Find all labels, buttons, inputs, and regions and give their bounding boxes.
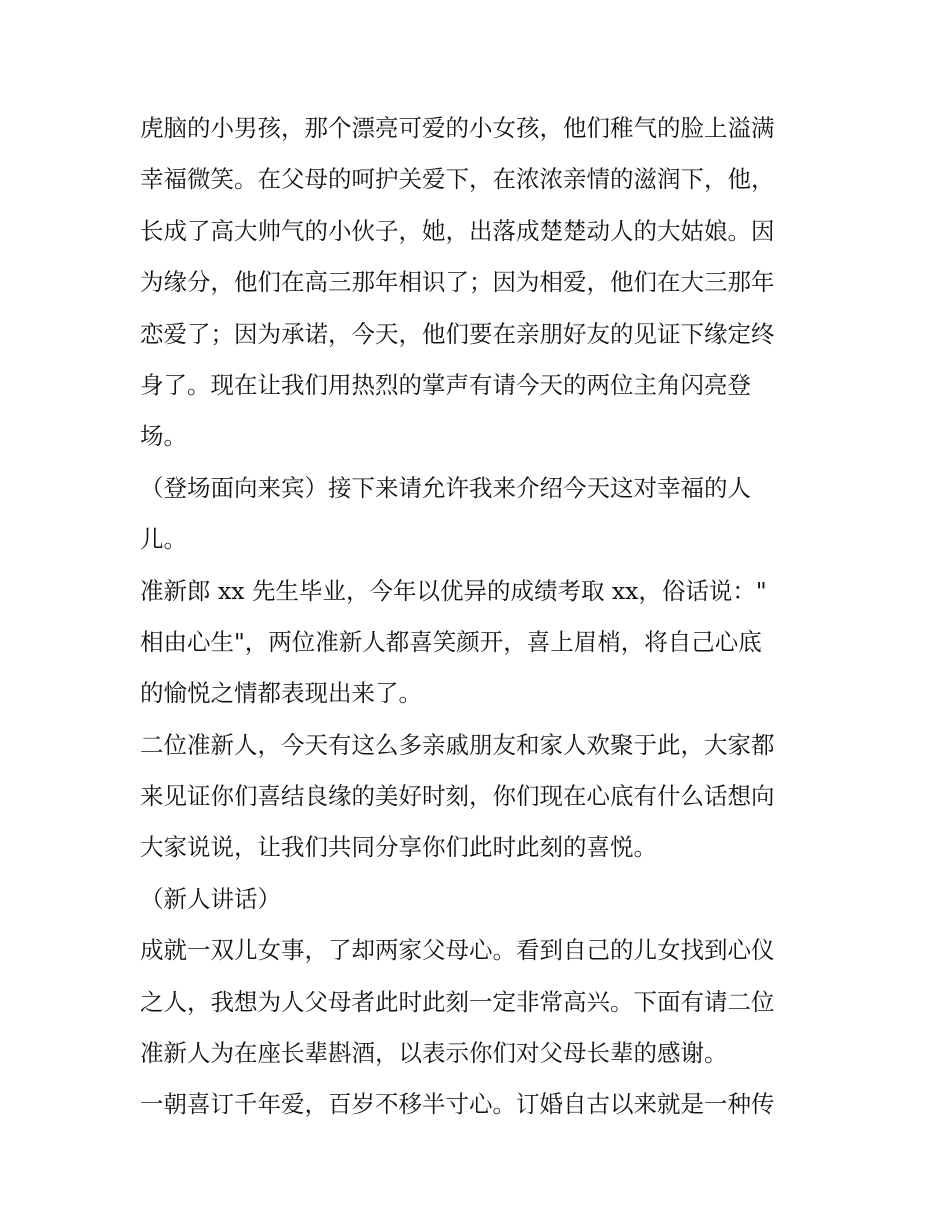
text-line: 二位准新人，今天有这么多亲戚朋友和家人欢聚于此，大家都 bbox=[140, 730, 775, 759]
text-line: 准新郎 xx 先生毕业，今年以优异的成绩考取 xx，俗话说：" bbox=[140, 576, 767, 605]
text-line: 来见证你们喜结良缘的美好时刻，你们现在心底有什么话想向 bbox=[140, 782, 775, 811]
text-line: 身了。现在让我们用热烈的掌声有请今天的两位主角闪亮登 bbox=[140, 370, 751, 399]
text-line: 幸福微笑。在父母的呵护关爱下，在浓浓亲情的滋润下，他， bbox=[140, 165, 775, 194]
text-line: 成就一双儿女事，了却两家父母心。看到自己的儿女找到心仪 bbox=[140, 936, 775, 965]
text-line: 相由心生"，两位准新人都喜笑颜开，喜上眉梢，将自己心底 bbox=[140, 627, 762, 656]
text-line: （登场面向来宾）接下来请允许我来介绍今天这对幸福的人 bbox=[140, 473, 751, 502]
text-line: 一朝喜订千年爱，百岁不移半寸心。订婚自古以来就是一种传 bbox=[140, 1090, 775, 1119]
text-line: 恋爱了；因为承诺，今天，他们要在亲朋好友的见证下缘定终 bbox=[140, 319, 775, 348]
text-line: 的愉悦之情都表现出来了。 bbox=[140, 679, 422, 708]
document-body bbox=[140, 103, 820, 1131]
text-line: 虎脑的小男孩，那个漂亮可爱的小女孩，他们稚气的脸上溢满 bbox=[140, 114, 775, 142]
text-line: 场。 bbox=[140, 422, 187, 451]
text-line: 准新人为在座长辈斟酒，以表示你们对父母长辈的感谢。 bbox=[140, 1039, 728, 1068]
text-line: 长成了高大帅气的小伙子，她，出落成楚楚动人的大姑娘。因 bbox=[140, 216, 775, 245]
text-line: （新人讲话） bbox=[140, 884, 281, 913]
text-line: 之人，我想为人父母者此时此刻一定非常高兴。下面有请二位 bbox=[140, 987, 775, 1016]
text-line: 为缘分，他们在高三那年相识了；因为相爱，他们在大三那年 bbox=[140, 268, 775, 297]
text-line: 儿。 bbox=[140, 525, 187, 554]
text-line: 大家说说，让我们共同分享你们此时此刻的喜悦。 bbox=[140, 833, 657, 862]
